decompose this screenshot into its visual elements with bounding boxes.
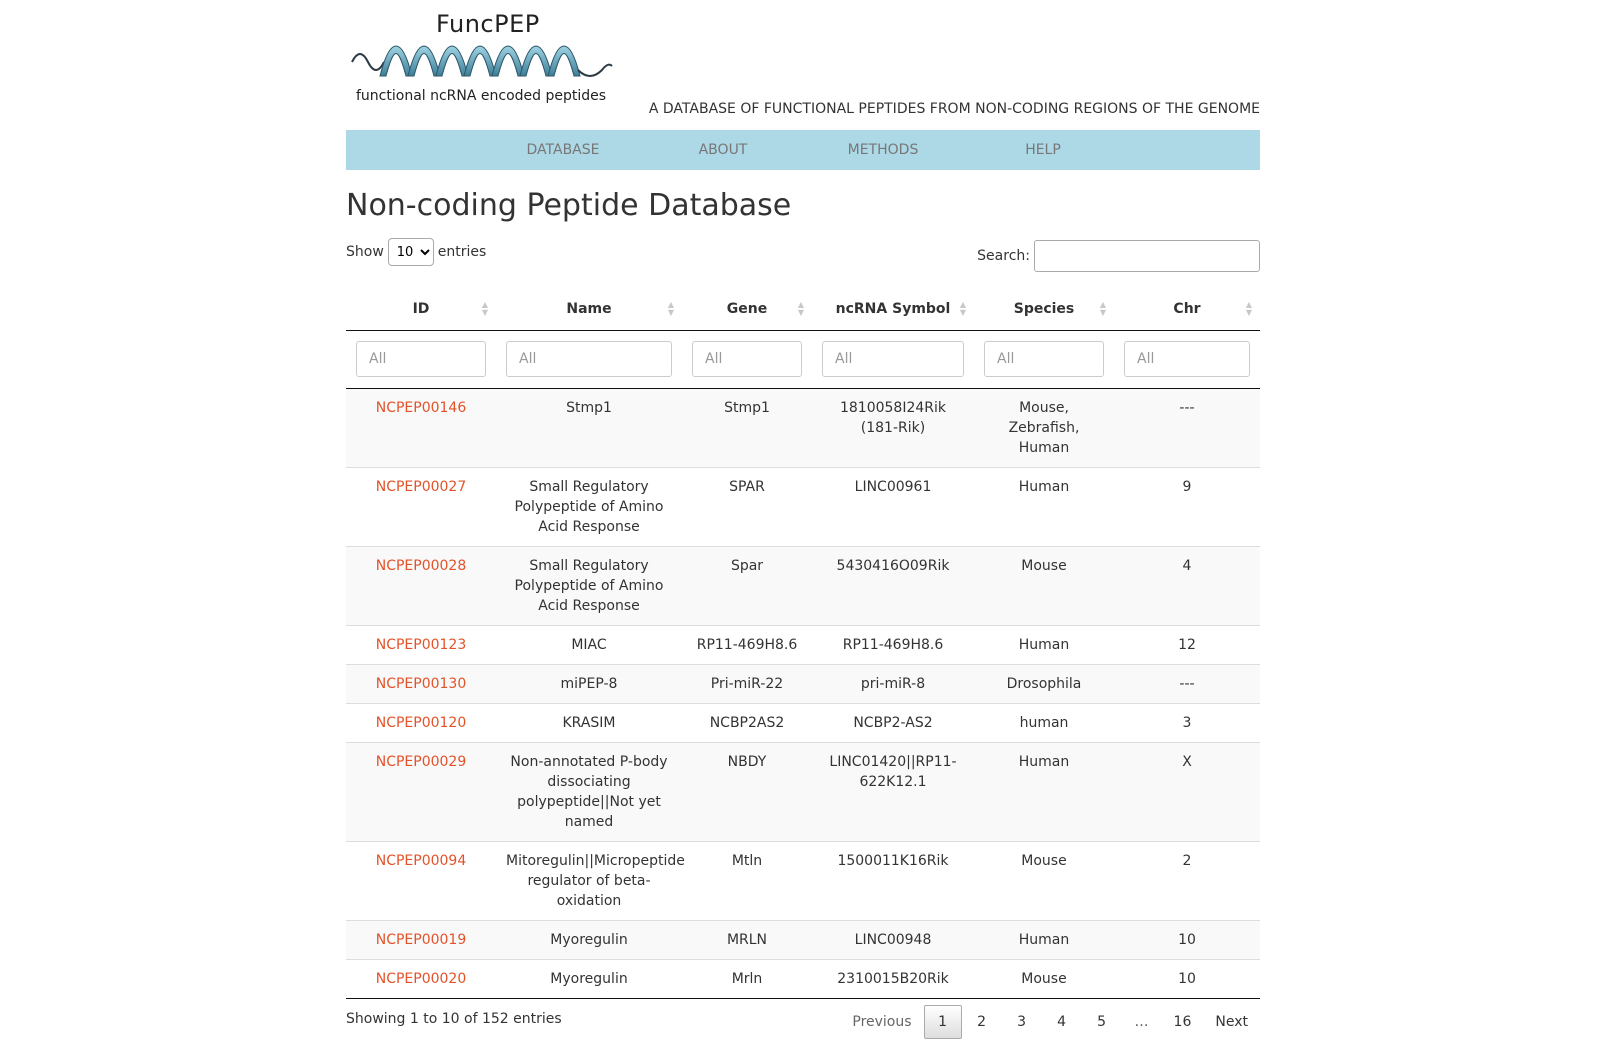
header-row xyxy=(346,288,1260,330)
sort-both-icon: ▲ ▼ xyxy=(959,300,966,317)
sort-both-icon: ▲ ▼ xyxy=(1245,300,1252,317)
cell-name: Myoregulin xyxy=(496,959,682,998)
table-info: Showing 1 to 10 of 152 entries xyxy=(346,1010,562,1027)
cell-species: Drosophila xyxy=(974,664,1114,703)
cell-chr: --- xyxy=(1114,664,1260,703)
nav-database[interactable]: DATABASE xyxy=(526,142,600,158)
table-row xyxy=(346,467,1260,546)
cell-chr: 4 xyxy=(1114,546,1260,625)
peptide-id-link[interactable]: NCPEP00027 xyxy=(375,478,467,495)
cell-chr: 3 xyxy=(1114,703,1260,742)
cell-id xyxy=(346,703,496,742)
page-button[interactable]: 1 xyxy=(924,1005,962,1039)
peptide-id-link[interactable]: NCPEP00029 xyxy=(375,753,467,770)
filter-ncrna-input[interactable] xyxy=(822,341,964,377)
cell-name: Stmp1 xyxy=(496,388,682,467)
page-button[interactable]: 3 xyxy=(1017,1013,1026,1030)
cell-species: Human xyxy=(974,625,1114,664)
cell-chr: 2 xyxy=(1114,841,1260,920)
sort-both-icon: ▲ ▼ xyxy=(797,300,804,317)
cell-ncrna-symbol: 5430416O09Rik xyxy=(812,546,974,625)
cell-species: Human xyxy=(974,742,1114,841)
cell-ncrna-symbol: RP11-469H8.6 xyxy=(812,625,974,664)
cell-ncrna-symbol: pri-miR-8 xyxy=(812,664,974,703)
cell-name: Non-annotated P-body dissociating polypeptide||Not yet named xyxy=(496,742,682,841)
cell-chr: X xyxy=(1114,742,1260,841)
cell-species: Mouse xyxy=(974,959,1114,998)
cell-ncrna-symbol: LINC01420||RP11-622K12.1 xyxy=(812,742,974,841)
table-row xyxy=(346,742,1260,841)
cell-ncrna-symbol: 1500011K16Rik xyxy=(812,841,974,920)
nav-help[interactable]: HELP xyxy=(1025,142,1061,158)
logo-title: FuncPEP xyxy=(436,10,540,38)
peptide-id-link[interactable]: NCPEP00019 xyxy=(375,931,467,948)
site-tagline: A DATABASE OF FUNCTIONAL PEPTIDES FROM NON-CODING REGIONS OF THE GENOME xyxy=(648,101,1260,117)
cell-name: miPEP-8 xyxy=(496,664,682,703)
table-row xyxy=(346,388,1260,467)
search-control xyxy=(977,240,1260,272)
cell-name: Myoregulin xyxy=(496,920,682,959)
column-header-chr[interactable]: Chr ▲ ▼ xyxy=(1114,288,1260,330)
cell-gene: Pri-miR-22 xyxy=(682,664,812,703)
length-suffix-label: entries xyxy=(437,244,487,260)
cell-name: Small Regulatory Polypeptide of Amino Acid Response xyxy=(496,546,682,625)
table-row xyxy=(346,664,1260,703)
filter-name-input[interactable] xyxy=(506,341,672,377)
main-navbar xyxy=(346,130,1260,170)
search-label: Search: xyxy=(977,248,1030,264)
column-header-id[interactable]: ID ▲ ▼ xyxy=(346,288,496,330)
cell-species: Mouse xyxy=(974,841,1114,920)
filter-id-input[interactable] xyxy=(356,341,486,377)
next-button[interactable]: Next xyxy=(1215,1013,1248,1030)
peptide-id-link[interactable]: NCPEP00123 xyxy=(375,636,467,653)
page-button[interactable]: 16 xyxy=(1173,1013,1192,1030)
cell-species: Mouse, Zebrafish, Human xyxy=(974,388,1114,467)
peptide-id-link[interactable]: NCPEP00028 xyxy=(375,557,467,574)
cell-chr: 10 xyxy=(1114,959,1260,998)
table-row xyxy=(346,841,1260,920)
cell-id xyxy=(346,841,496,920)
cell-ncrna-symbol: 1810058I24Rik (181-Rik) xyxy=(812,388,974,467)
cell-id xyxy=(346,625,496,664)
cell-gene: Spar xyxy=(682,546,812,625)
page-button[interactable]: 2 xyxy=(977,1013,986,1030)
peptide-id-link[interactable]: NCPEP00020 xyxy=(375,970,467,987)
sort-both-icon: ▲ ▼ xyxy=(667,300,674,317)
cell-ncrna-symbol: NCBP2-AS2 xyxy=(812,703,974,742)
cell-species: Human xyxy=(974,467,1114,546)
filter-species-input[interactable] xyxy=(984,341,1104,377)
pagination xyxy=(840,1005,1260,1039)
cell-id xyxy=(346,742,496,841)
cell-gene: RP11-469H8.6 xyxy=(682,625,812,664)
nav-about[interactable]: ABOUT xyxy=(698,142,748,158)
table-row xyxy=(346,703,1260,742)
cell-gene: Mtln xyxy=(682,841,812,920)
nav-methods[interactable]: METHODS xyxy=(847,142,919,158)
page-container xyxy=(346,0,1260,1045)
cell-ncrna-symbol: 2310015B20Rik xyxy=(812,959,974,998)
cell-species: Mouse xyxy=(974,546,1114,625)
peptide-id-link[interactable]: NCPEP00094 xyxy=(375,852,467,869)
pagination-ellipsis: … xyxy=(1134,1013,1149,1030)
cell-species: Human xyxy=(974,920,1114,959)
entries-length-control xyxy=(346,238,486,266)
table-controls xyxy=(346,232,1260,288)
cell-id xyxy=(346,920,496,959)
page-title: Non-coding Peptide Database xyxy=(346,188,792,223)
cell-name: MIAC xyxy=(496,625,682,664)
sort-both-icon: ▲ ▼ xyxy=(481,300,488,317)
cell-id xyxy=(346,546,496,625)
peptide-id-link[interactable]: NCPEP00130 xyxy=(375,675,467,692)
peptide-id-link[interactable]: NCPEP00146 xyxy=(375,399,467,416)
peptide-table xyxy=(346,288,1260,999)
sort-both-icon: ▲ ▼ xyxy=(1099,300,1106,317)
length-prefix-label: Show xyxy=(346,244,384,260)
table-row xyxy=(346,959,1260,998)
entries-select[interactable] xyxy=(388,238,434,266)
column-header-name[interactable]: Name ▲ ▼ xyxy=(496,288,682,330)
search-input[interactable] xyxy=(1034,240,1260,272)
funcpep-logo[interactable] xyxy=(350,8,614,104)
peptide-id-link[interactable]: NCPEP00120 xyxy=(375,714,467,731)
cell-gene: SPAR xyxy=(682,467,812,546)
cell-gene: Stmp1 xyxy=(682,388,812,467)
page-button[interactable]: 4 xyxy=(1057,1013,1066,1030)
cell-name: Mitoregulin||Micropeptide regulator of beta-oxidation xyxy=(496,841,682,920)
filter-chr-input[interactable] xyxy=(1124,341,1250,377)
page-button[interactable]: 5 xyxy=(1097,1013,1106,1030)
cell-id xyxy=(346,664,496,703)
cell-chr: --- xyxy=(1114,388,1260,467)
cell-gene: Mrln xyxy=(682,959,812,998)
cell-species: human xyxy=(974,703,1114,742)
cell-chr: 10 xyxy=(1114,920,1260,959)
cell-gene: NBDY xyxy=(682,742,812,841)
cell-id xyxy=(346,959,496,998)
filter-gene-input[interactable] xyxy=(692,341,802,377)
table-row xyxy=(346,920,1260,959)
cell-chr: 9 xyxy=(1114,467,1260,546)
cell-gene: NCBP2AS2 xyxy=(682,703,812,742)
column-header-species[interactable]: Species ▲ ▼ xyxy=(974,288,1114,330)
table-row xyxy=(346,625,1260,664)
cell-id xyxy=(346,467,496,546)
cell-ncrna-symbol: LINC00961 xyxy=(812,467,974,546)
filter-row xyxy=(346,330,1260,388)
cell-id xyxy=(346,388,496,467)
helix-icon xyxy=(350,36,614,86)
cell-name: KRASIM xyxy=(496,703,682,742)
column-header-gene[interactable]: Gene ▲ ▼ xyxy=(682,288,812,330)
previous-button[interactable]: Previous xyxy=(852,1013,912,1030)
site-header xyxy=(346,0,1260,130)
table-row xyxy=(346,546,1260,625)
column-header-ncrna-symbol[interactable]: ncRNA Symbol ▲ ▼ xyxy=(812,288,974,330)
cell-chr: 12 xyxy=(1114,625,1260,664)
logo-subtitle: functional ncRNA encoded peptides xyxy=(356,88,607,104)
table-footer xyxy=(346,999,1260,1045)
cell-gene: MRLN xyxy=(682,920,812,959)
cell-ncrna-symbol: LINC00948 xyxy=(812,920,974,959)
cell-name: Small Regulatory Polypeptide of Amino Acid Response xyxy=(496,467,682,546)
